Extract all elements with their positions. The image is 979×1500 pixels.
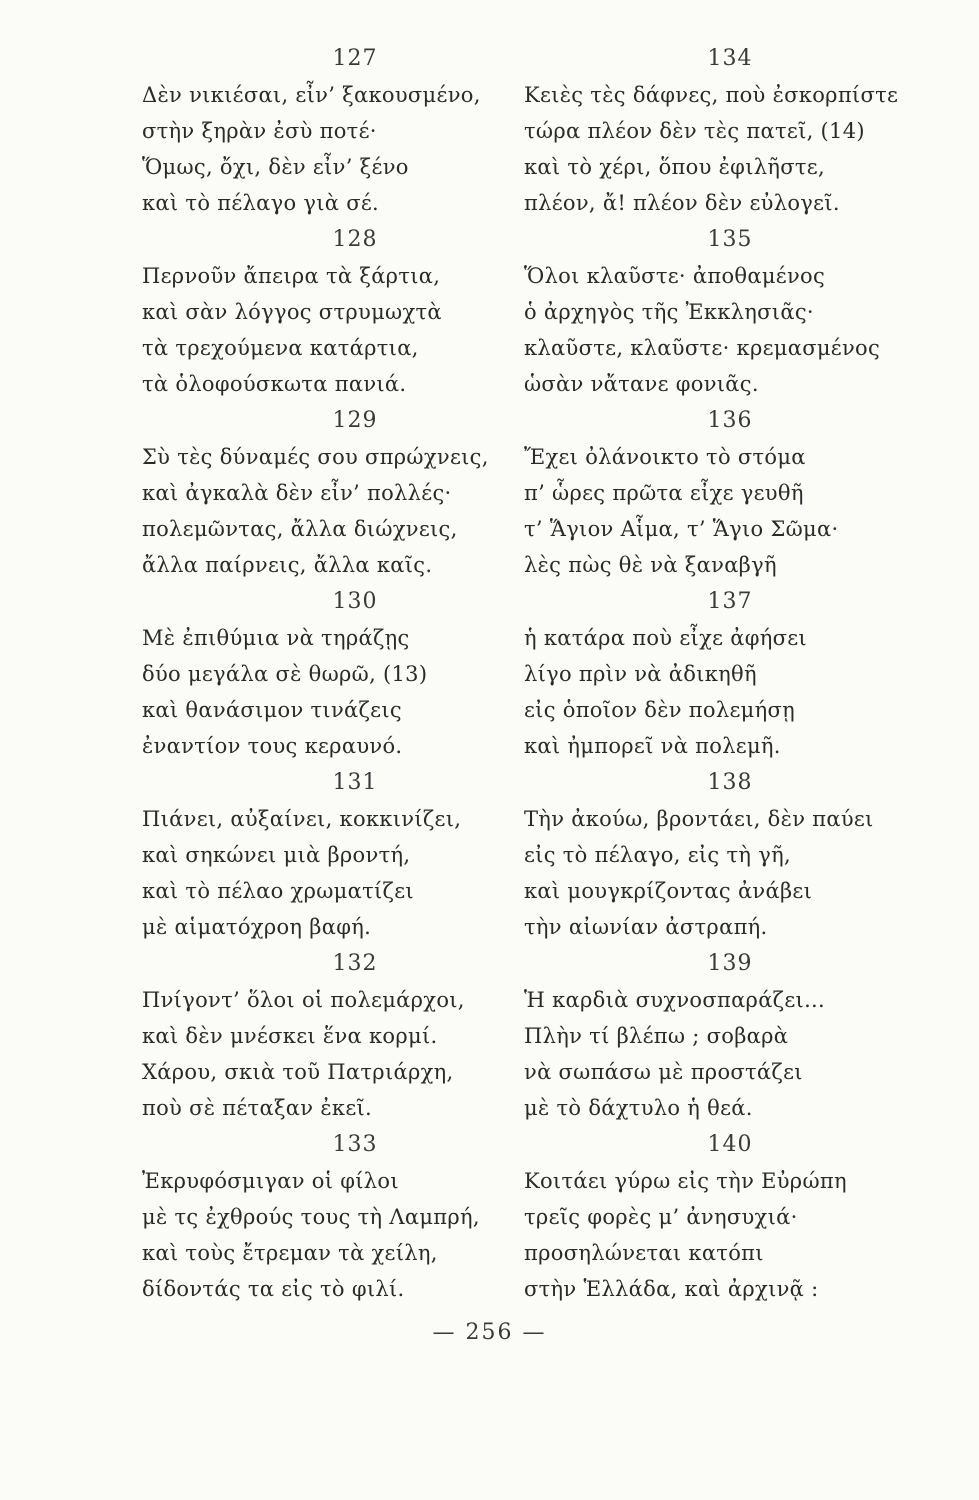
verse-line: στὴν ξηρὰν ἐσὺ ποτέ· <box>142 119 377 143</box>
stanza-number: 129 <box>332 408 378 433</box>
stanza-number: 132 <box>332 951 378 976</box>
stanza-number: 139 <box>707 951 753 976</box>
right-column <box>524 44 974 1311</box>
verse-line: καὶ ἀγκαλὰ δὲν εἶν’ πολλές· <box>142 481 452 505</box>
verse-line: τρεῖς φορὲς μ’ ἀνησυχιά· <box>524 1205 798 1229</box>
left-column <box>142 44 522 1311</box>
stanza-number: 133 <box>332 1132 378 1157</box>
stanza-138 <box>524 768 974 949</box>
verse-line: τὰ ὁλοφούσκωτα πανιά. <box>142 372 407 396</box>
verse-line: ὁ ἀρχηγὸς τῆς Ἐκκλησιᾶς· <box>524 300 814 324</box>
verse-line: δίδοντάς τα εἰς τὸ φιλί. <box>142 1277 405 1301</box>
verse-line: Πνίγοντ’ ὅλοι οἱ πολεμάρχοι, <box>142 988 465 1012</box>
verse-line: Σὺ τὲς δύναμές σου σπρώχνεις, <box>142 445 489 469</box>
verse-line: εἰς τὸ πέλαγο, εἰς τὴ γῆ, <box>524 843 791 867</box>
stanza-131 <box>142 768 522 949</box>
stanza-number: 136 <box>707 408 753 433</box>
stanza-number: 131 <box>332 770 378 795</box>
verse-line: τὴν αἰωνίαν ἀστραπή. <box>524 915 768 939</box>
verse-line: καὶ θανάσιμον τινάζεις <box>142 698 402 722</box>
stanza-135 <box>524 225 974 406</box>
verse-line: ἄλλα παίρνεις, ἄλλα καῖς. <box>142 553 433 577</box>
verse-line: Δὲν νικιέσαι, εἶν’ ξακουσμένο, <box>142 83 481 107</box>
stanza-number: 127 <box>332 46 378 71</box>
verse-line: λὲς πὼς θὲ νὰ ξαναβγῆ <box>524 553 777 577</box>
verse-line: Περνοῦν ἄπειρα τὰ ξάρτια, <box>142 264 441 288</box>
stanza-134 <box>524 44 974 225</box>
stanza-133 <box>142 1130 522 1311</box>
verse-line: τ’ Ἅγιον Αἷμα, τ’ Ἅγιο Σῶμα· <box>524 517 839 541</box>
verse-line: λίγο πρὶν νὰ ἀδικηθῆ <box>524 662 757 686</box>
verse-line: νὰ σωπάσω μὲ προστάζει <box>524 1060 803 1084</box>
verse-line: προσηλώνεται κατόπι <box>524 1241 764 1265</box>
verse-line: μὲ τς ἐχθρούς τους τὴ Λαμπρή, <box>142 1205 480 1229</box>
stanza-130 <box>142 587 522 768</box>
verse-line: καὶ τὸ πέλαγο γιὰ σέ. <box>142 191 380 215</box>
stanza-number: 140 <box>707 1132 753 1157</box>
verse-line: Κειὲς τὲς δάφνες, ποὺ ἐσκορπίστε <box>524 83 899 107</box>
stanza-127 <box>142 44 522 225</box>
stanza-number: 135 <box>707 227 753 252</box>
verse-line: πολεμῶντας, ἄλλα διώχνεις, <box>142 517 458 541</box>
verse-line: καὶ τὸ χέρι, ὅπου ἐφιλῆστε, <box>524 155 825 179</box>
stanza-136 <box>524 406 974 587</box>
verse-line: καὶ τὸ πέλαο χρωματίζει <box>142 879 414 903</box>
stanza-132 <box>142 949 522 1130</box>
verse-line: καὶ ἠμπορεῖ νὰ πολεμῆ. <box>524 734 781 758</box>
verse-line: Χάρου, σκιὰ τοῦ Πατριάρχη, <box>142 1060 454 1084</box>
verse-line: Ὅλοι κλαῦστε· ἀποθαμένος <box>524 264 826 288</box>
verse-line: μὲ αἱματόχροη βαφή. <box>142 915 372 939</box>
verse-line: τώρα πλέον δὲν τὲς πατεῖ, (14) <box>524 119 865 143</box>
verse-line: Πιάνει, αὐξαίνει, κοκκινίζει, <box>142 807 462 831</box>
verse-line: Ἐκρυφόσμιγαν οἱ φίλοι <box>142 1169 399 1193</box>
verse-line: εἰς ὁποῖον δὲν πολεμήσῃ <box>524 698 795 722</box>
verse-line: στὴν Ἑλλάδα, καὶ ἀρχινᾷ : <box>524 1277 819 1301</box>
stanza-137 <box>524 587 974 768</box>
verse-line: Πλὴν τί βλέπω ; σοβαρὰ <box>524 1024 789 1048</box>
verse-line: Κοιτάει γύρω εἰς τὴν Εὐρώπη <box>524 1169 847 1193</box>
verse-line: καὶ σὰν λόγγος στρυμωχτὰ <box>142 300 442 324</box>
stanza-number: 137 <box>707 589 753 614</box>
stanza-140 <box>524 1130 974 1311</box>
verse-line: π’ ὧρες πρῶτα εἶχε γευθῆ <box>524 481 804 505</box>
stanza-number: 134 <box>707 46 753 71</box>
verse-line: μὲ τὸ δάχτυλο ἡ θεά. <box>524 1096 753 1120</box>
stanza-number: 130 <box>332 589 378 614</box>
verse-line: ὡσὰν νἄτανε φονιᾶς. <box>524 372 759 396</box>
stanza-139 <box>524 949 974 1130</box>
stanza-number: 138 <box>707 770 753 795</box>
verse-line: κλαῦστε, κλαῦστε· κρεμασμένος <box>524 336 881 360</box>
verse-line: Τὴν ἀκούω, βροντάει, δὲν παύει <box>524 807 874 831</box>
stanza-128 <box>142 225 522 406</box>
stanza-number: 128 <box>332 227 378 252</box>
page-number: — 256 — <box>432 1320 547 1345</box>
verse-line: καὶ σηκώνει μιὰ βροντή, <box>142 843 411 867</box>
verse-line: ἡ κατάρα ποὺ εἶχε ἀφήσει <box>524 626 807 650</box>
verse-line: πλέον, ἄ! πλέον δὲν εὐλογεῖ. <box>524 191 840 215</box>
verse-line: καὶ τοὺς ἔτρεμαν τὰ χείλη, <box>142 1241 438 1265</box>
verse-line: Ἡ καρδιὰ συχνοσπαράζει... <box>524 988 825 1012</box>
verse-line: τὰ τρεχούμενα κατάρτια, <box>142 336 419 360</box>
verse-line: δύο μεγάλα σὲ θωρῶ, (13) <box>142 662 428 686</box>
verse-line: ἐναντίον τους κεραυνό. <box>142 734 403 758</box>
verse-line: Ὅμως, ὄχι, δὲν εἶν’ ξένο <box>142 155 409 179</box>
stanza-129 <box>142 406 522 587</box>
verse-line: Ἔχει ὀλάνοικτο τὸ στόμα <box>524 445 806 469</box>
verse-line: Μὲ ἐπιθύμια νὰ τηράζῃς <box>142 626 410 650</box>
verse-line: ποὺ σὲ πέταξαν ἐκεῖ. <box>142 1096 373 1120</box>
verse-line: καὶ δὲν μνέσκει ἕνα κορμί. <box>142 1024 438 1048</box>
verse-line: καὶ μουγκρίζοντας ἀνάβει <box>524 879 813 903</box>
